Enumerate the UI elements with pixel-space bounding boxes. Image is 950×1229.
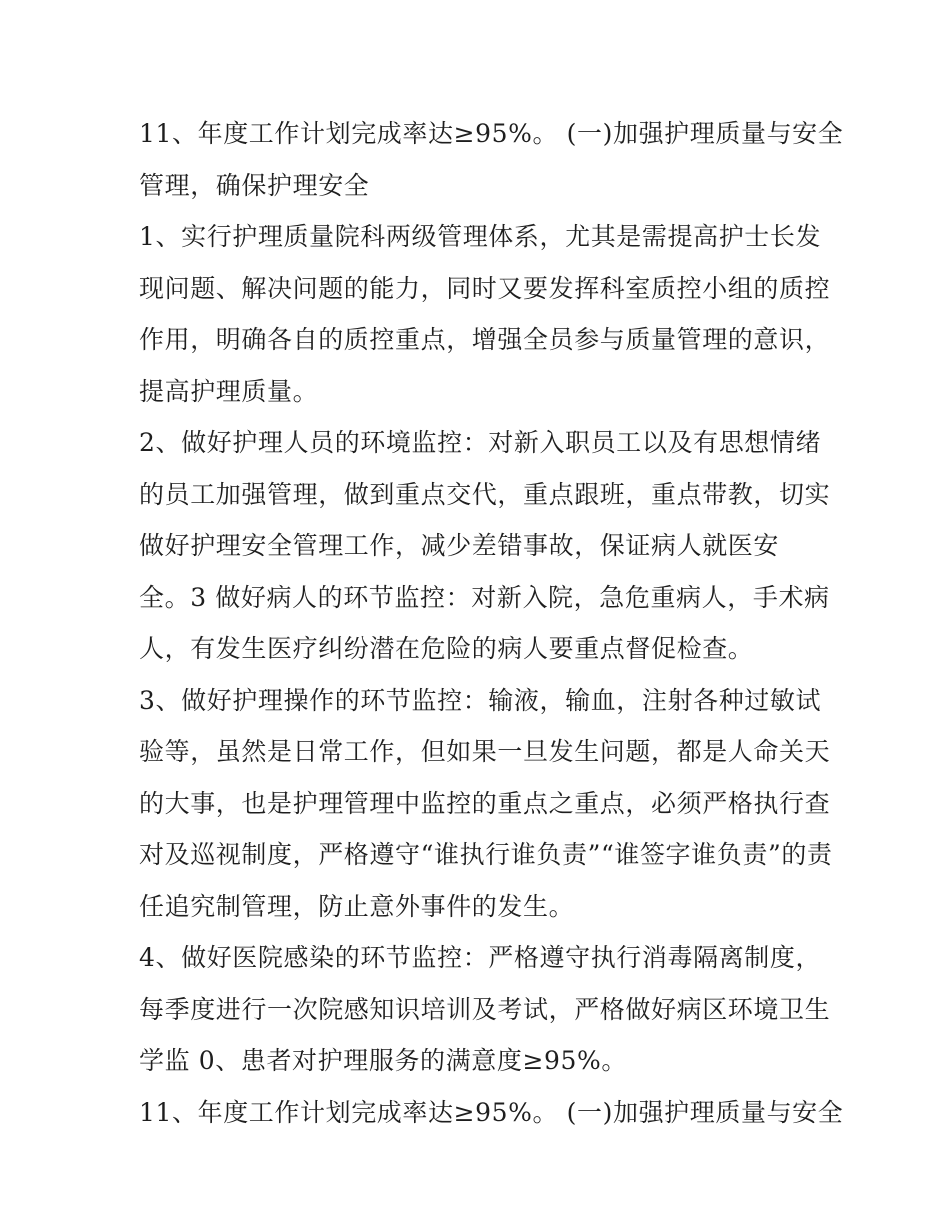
text-line: 学监 0、患者对护理服务的满意度≥95%。 bbox=[139, 1046, 627, 1075]
text-line: 4、做好医院感染的环节监控：严格遵守执行消毒隔离制度， bbox=[139, 943, 822, 972]
document-body bbox=[139, 108, 844, 1138]
text-line: 现问题、解决问题的能力，同时又要发挥科室质控小组的质控 bbox=[139, 273, 831, 303]
text-line: 验等，虽然是日常工作，但如果一旦发生问题，都是人命关天 bbox=[139, 737, 831, 766]
text-line: 做好护理安全管理工作，减少差错事故，保证病人就医安 bbox=[139, 531, 780, 560]
text-line: 每季度进行一次院感知识培训及考试，严格做好病区环境卫生 bbox=[139, 994, 831, 1024]
text-line: 3、做好护理操作的环节监控：输液，输血，注射各种过敏试 bbox=[139, 685, 822, 715]
text-line: 作用，明确各自的质控重点，增强全员参与质量管理的意识， bbox=[139, 325, 831, 354]
text-line: 管理，确保护理安全 bbox=[139, 170, 370, 200]
text-line: 全。3 做好病人的环节监控：对新入院，急危重病人，手术病 bbox=[139, 582, 830, 612]
text-line: 11、年度工作计划完成率达≥95%。 (一)加强护理质量与安全 bbox=[139, 1097, 844, 1127]
text-line: 提高护理质量。 bbox=[139, 376, 319, 406]
text-line: 2、做好护理人员的环境监控：对新入职员工以及有思想情绪 bbox=[139, 428, 822, 457]
text-line: 1、实行护理质量院科两级管理体系，尤其是需提高护士长发 bbox=[139, 222, 822, 251]
text-line: 的大事，也是护理管理中监控的重点之重点，必须严格执行查 bbox=[139, 788, 831, 818]
text-line: 人，有发生医疗纠纷潜在危险的病人要重点督促检查。 bbox=[139, 634, 754, 663]
text-line: 对及巡视制度，严格遵守“谁执行谁负责”“谁签字谁负责”的责 bbox=[139, 840, 833, 869]
text-line: 11、年度工作计划完成率达≥95%。 (一)加强护理质量与安全 bbox=[139, 119, 844, 148]
text-line: 任追究制管理，防止意外事件的发生。 bbox=[139, 891, 575, 921]
text-line: 的员工加强管理，做到重点交代，重点跟班，重点带教，切实 bbox=[139, 479, 831, 509]
